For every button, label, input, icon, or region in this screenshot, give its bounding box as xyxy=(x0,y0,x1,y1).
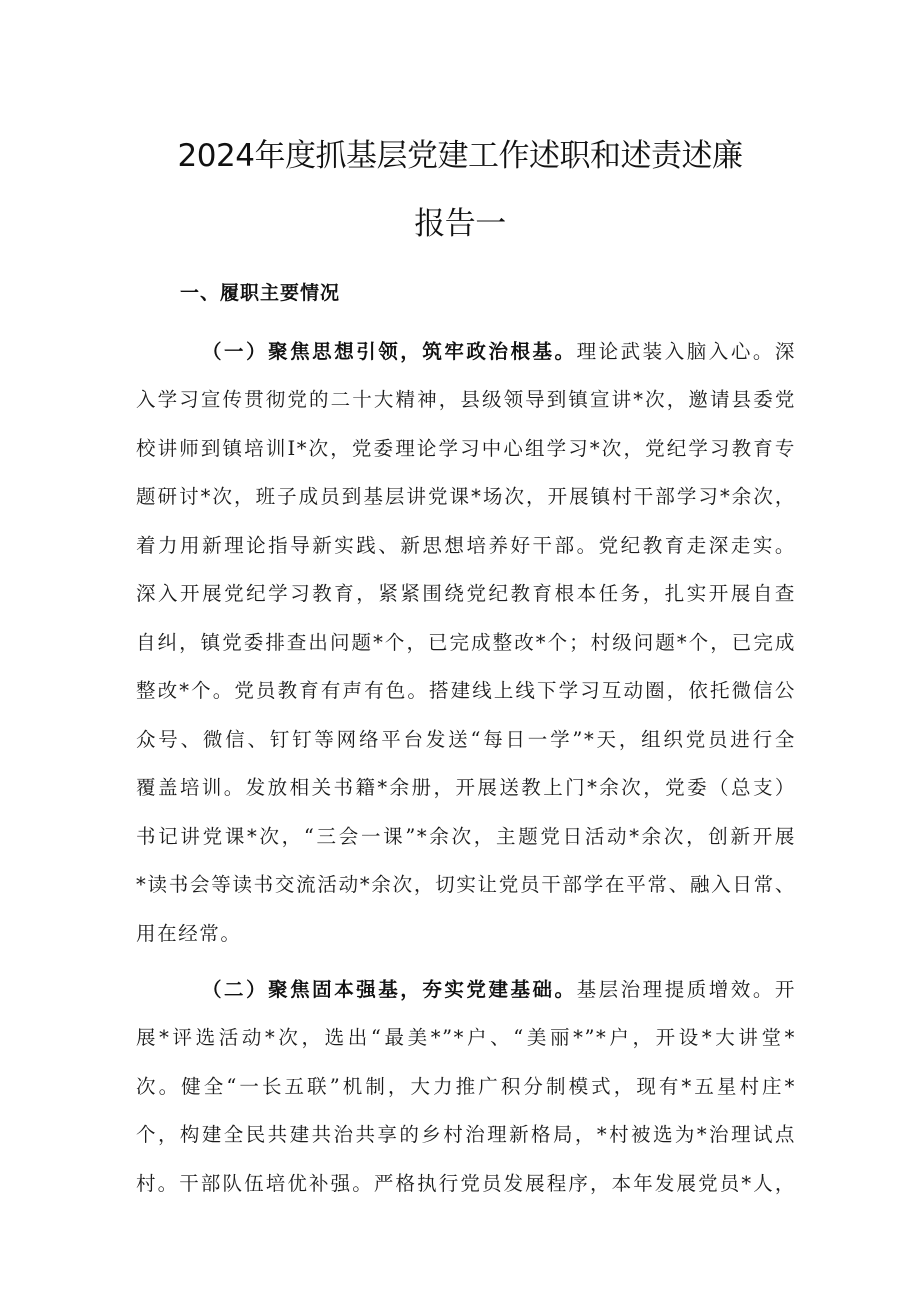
section-heading: 一、履职主要情况 xyxy=(180,282,341,304)
paragraph-line: 个，构建全民共建共治共享的乡村治理新格局，*村被选为*治理试点 xyxy=(136,1123,796,1146)
paragraph-line: 次。健全“一长五联”机制，大力推广积分制模式，现有*五星村庄* xyxy=(136,1075,796,1098)
paragraph-line: 题研讨*次，班子成员到基层讲党课*场次，开展镇村干部学习*余次， xyxy=(136,485,796,508)
paragraph-line: 书记讲党课*次，“三会一课”*余次，主题党日活动*余次，创新开展 xyxy=(136,825,796,848)
paragraph-line: 校讲师到镇培训I*次，党委理论学习中心组学习*次，党纪学习教育专 xyxy=(136,437,796,460)
document-title-line-2: 报告一 xyxy=(414,206,506,242)
paragraph-line: 众号、微信、钉钉等网络平台发送“每日一学”*天，组织党员进行全 xyxy=(136,728,796,751)
paragraph-line xyxy=(202,338,796,366)
paragraph-line: 整改*个。党员教育有声有色。搭建线上线下学习互动圈，依托微信公 xyxy=(136,679,796,702)
paragraph-line: 着力用新理论指导新实践、新思想培养好干部。党纪教育走深走实。 xyxy=(136,534,796,557)
paragraph-heading: （二）聚焦固本强基，夯实党建基础。 xyxy=(202,978,577,1001)
paragraph-text: 基层治理提质增效。开 xyxy=(576,978,796,1001)
paragraph-line: 覆盖培训。发放相关书籍*余册，开展送教上门*余次，党委（总支） xyxy=(136,776,796,799)
paragraph-line: *读书会等读书交流活动*余次，切实让党员干部学在平常、融入日常、 xyxy=(136,873,796,896)
paragraph-line: 用在经常。 xyxy=(136,922,242,945)
document-title-line-1: 2024年度抓基层党建工作述职和述责述廉 xyxy=(177,138,743,174)
paragraph-line xyxy=(202,976,796,1004)
paragraph-line: 深入开展党纪学习教育，紧紧围绕党纪教育根本任务，扎实开展自查 xyxy=(136,582,796,605)
paragraph-heading: （一）聚焦思想引领，筑牢政治根基。 xyxy=(202,340,577,363)
paragraph-text: 理论武装入脑入心。深 xyxy=(576,340,796,363)
paragraph-line: 入学习宣传贯彻党的二十大精神，县级领导到镇宣讲*次，邀请县委党 xyxy=(136,388,796,411)
paragraph-line: 村。干部队伍培优补强。严格执行党员发展程序，本年发展党员*人， xyxy=(136,1172,796,1195)
paragraph-line: 展*评选活动*次，选出“最美*”*户、“美丽*”*户，开设*大讲堂* xyxy=(136,1026,796,1049)
paragraph-line: 自纠，镇党委排查出问题*个，已完成整改*个；村级问题*个，已完成 xyxy=(136,631,796,654)
